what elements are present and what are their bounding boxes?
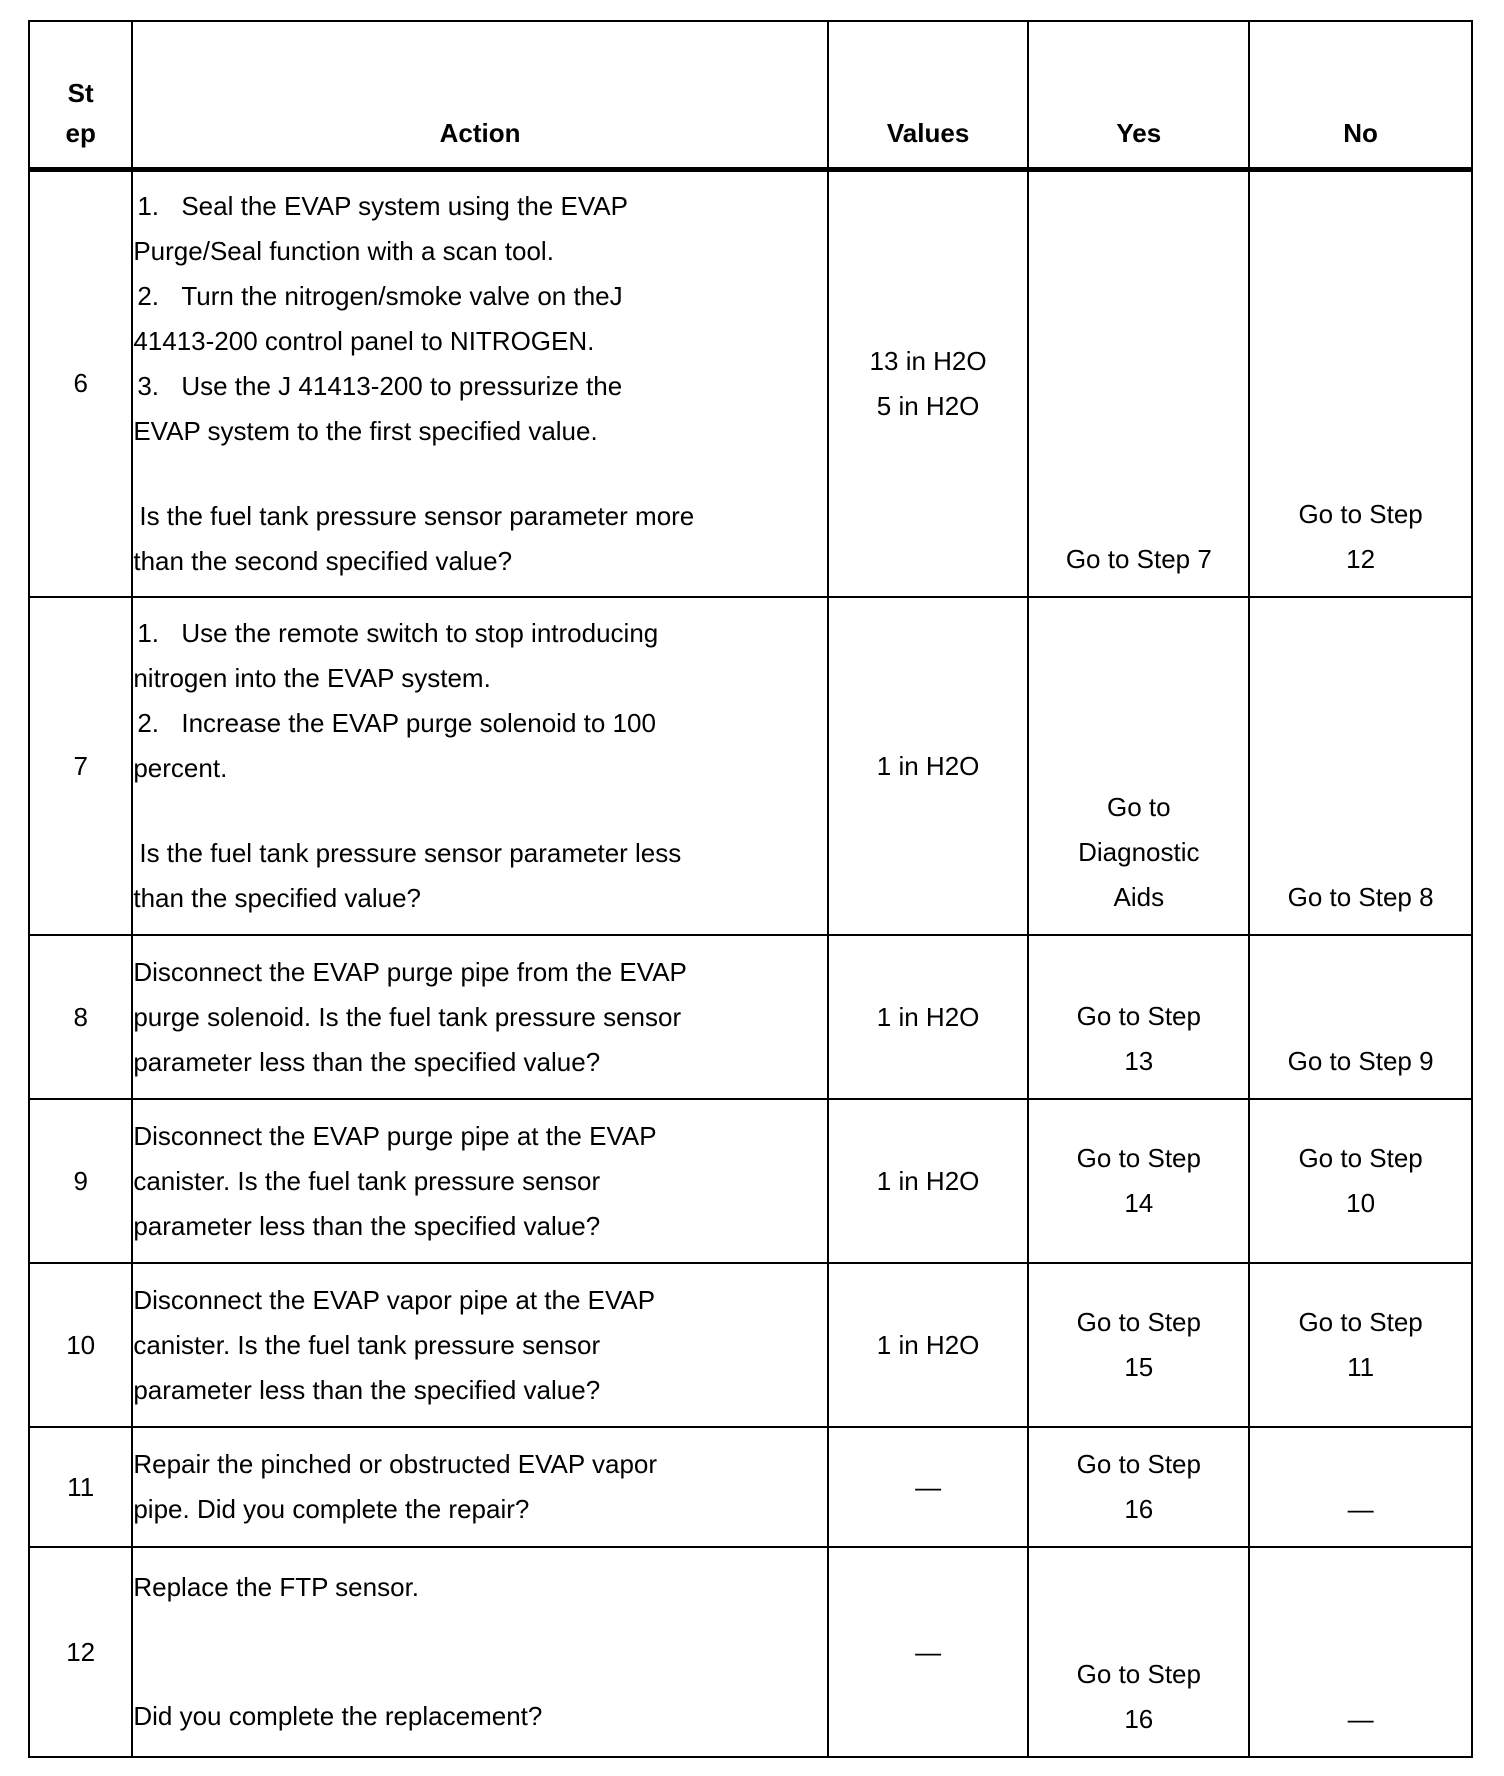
yes-link[interactable]: 13: [1124, 1046, 1154, 1076]
header-values: Values: [828, 21, 1029, 169]
question-text: Did you complete the replacement?: [133, 1701, 543, 1731]
action-text: Disconnect the EVAP purge pipe from the EVAP: [133, 956, 687, 987]
item-number: 1.: [137, 618, 160, 648]
table-row: [29, 1263, 1472, 1427]
value-text: 1 in H2O: [876, 750, 980, 781]
action-item: [133, 364, 826, 409]
value-text: 1 in H2O: [876, 1329, 980, 1360]
document-page: [28, 20, 1473, 1758]
action-text: pipe. Did you complete the repair?: [133, 1494, 530, 1524]
header-step: [29, 21, 132, 169]
spacer: [133, 454, 826, 494]
action-cell: [132, 1427, 827, 1547]
yes-link[interactable]: Go to Step: [1076, 1449, 1201, 1479]
item-text: percent.: [133, 753, 228, 783]
action-cell: [132, 597, 827, 935]
step-number: 8: [29, 935, 132, 1099]
no-cell: [1249, 1263, 1472, 1427]
header-no: No: [1249, 21, 1472, 169]
action-text: canister. Is the fuel tank pressure sensor: [133, 1329, 601, 1360]
action-text: Replace the FTP sensor.: [133, 1572, 420, 1602]
no-link[interactable]: Go to Step: [1298, 1143, 1423, 1173]
values-cell: [828, 597, 1029, 935]
table-row: [29, 1427, 1472, 1547]
yes-link[interactable]: Go to Step: [1076, 1659, 1201, 1689]
values-cell: [828, 169, 1029, 597]
yes-cell: [1028, 597, 1249, 935]
step-number: 7: [29, 597, 132, 935]
values-cell: [828, 1263, 1029, 1427]
no-cell: [1249, 169, 1472, 597]
no-dash: —: [1347, 1704, 1374, 1734]
action-text: Disconnect the EVAP purge pipe at the EVAP: [133, 1120, 657, 1151]
no-cell: [1249, 1547, 1472, 1757]
no-link[interactable]: Go to Step: [1298, 1307, 1423, 1337]
values-cell: [828, 1547, 1029, 1757]
header-yes: Yes: [1028, 21, 1249, 169]
item-text: 41413-200 control panel to NITROGEN.: [133, 325, 595, 356]
action-cell: [132, 1099, 827, 1263]
action-text: Repair the pinched or obstructed EVAP vapor: [133, 1449, 658, 1479]
yes-link[interactable]: Diagnostic: [1078, 837, 1200, 867]
spacer: [133, 791, 826, 831]
item-text: EVAP system to the first specified value.: [133, 415, 598, 446]
step-number: 12: [29, 1547, 132, 1757]
action-text: parameter less than the specified value?: [133, 1046, 601, 1077]
no-link[interactable]: Go to Step 8: [1287, 882, 1434, 912]
yes-cell: [1028, 935, 1249, 1099]
yes-link[interactable]: 14: [1124, 1188, 1154, 1218]
table-row: [29, 597, 1472, 935]
no-link[interactable]: Go to Step 9: [1287, 1046, 1434, 1076]
no-cell: [1249, 935, 1472, 1099]
action-text: parameter less than the specified value?: [133, 1210, 601, 1241]
header-row: [29, 21, 1472, 169]
item-text: Increase the EVAP purge solenoid to 100: [181, 708, 656, 738]
yes-cell: [1028, 1263, 1249, 1427]
yes-link[interactable]: Aids: [1113, 882, 1165, 912]
action-item: [133, 611, 826, 656]
yes-link[interactable]: Go to Step: [1076, 1143, 1201, 1173]
step-number: 9: [29, 1099, 132, 1263]
item-text: Turn the nitrogen/smoke valve on theJ: [181, 280, 623, 311]
action-cell: [132, 1263, 827, 1427]
step-number: 11: [29, 1427, 132, 1547]
no-link[interactable]: 10: [1346, 1188, 1376, 1218]
header-action: Action: [132, 21, 827, 169]
value-text: 13 in H2O: [869, 345, 987, 376]
action-item: [133, 274, 826, 319]
yes-cell: [1028, 169, 1249, 597]
header-step-line: ep: [65, 117, 96, 148]
values-cell: [828, 935, 1029, 1099]
action-cell: [132, 1547, 827, 1757]
item-text: Use the remote switch to stop introducing: [181, 618, 659, 648]
action-text: canister. Is the fuel tank pressure sensor: [133, 1165, 601, 1196]
value-dash: —: [915, 1471, 942, 1502]
item-number: 1.: [137, 190, 160, 221]
spacer: [133, 1610, 826, 1694]
yes-link[interactable]: Go to Step: [1076, 1307, 1201, 1337]
yes-link[interactable]: Go to Step 7: [1065, 544, 1212, 574]
item-number: 2.: [137, 280, 160, 311]
yes-link[interactable]: Go to: [1107, 792, 1171, 822]
item-text: Use the J 41413-200 to pressurize the: [181, 370, 623, 401]
question-text: Is the fuel tank pressure sensor parameter more: [139, 500, 695, 531]
question-text: than the specified value?: [133, 883, 421, 913]
action-cell: [132, 169, 827, 597]
yes-cell: [1028, 1427, 1249, 1547]
no-cell: [1249, 1099, 1472, 1263]
table-row: [29, 169, 1472, 597]
value-text: 5 in H2O: [876, 390, 980, 421]
value-text: 1 in H2O: [876, 1165, 980, 1196]
values-cell: [828, 1427, 1029, 1547]
item-text: Purge/Seal function with a scan tool.: [133, 235, 554, 266]
no-cell: [1249, 1427, 1472, 1547]
step-number: 6: [29, 169, 132, 597]
action-cell: [132, 935, 827, 1099]
yes-link[interactable]: 16: [1124, 1704, 1154, 1734]
no-link[interactable]: Go to Step: [1298, 499, 1423, 529]
values-cell: [828, 1099, 1029, 1263]
yes-link[interactable]: 16: [1124, 1494, 1154, 1524]
no-dash: —: [1347, 1494, 1374, 1524]
question-text: than the second specified value?: [133, 545, 513, 576]
diagnostic-table: [28, 20, 1473, 1758]
yes-cell: [1028, 1099, 1249, 1263]
no-cell: [1249, 597, 1472, 935]
item-number: 3.: [137, 370, 160, 401]
yes-link[interactable]: Go to Step: [1076, 1001, 1201, 1031]
no-link[interactable]: 12: [1346, 544, 1376, 574]
header-step-line: St: [67, 77, 94, 108]
item-text: Seal the EVAP system using the EVAP: [181, 190, 628, 221]
action-item: [133, 184, 826, 229]
value-dash: —: [915, 1636, 942, 1667]
action-item: [133, 701, 826, 746]
table-row: [29, 935, 1472, 1099]
yes-link[interactable]: 15: [1124, 1352, 1154, 1382]
question-text: Is the fuel tank pressure sensor parameter less: [139, 838, 682, 868]
table-row: [29, 1099, 1472, 1263]
no-link[interactable]: 11: [1347, 1352, 1375, 1382]
value-text: 1 in H2O: [876, 1001, 980, 1032]
yes-cell: [1028, 1547, 1249, 1757]
action-text: purge solenoid. Is the fuel tank pressure sensor: [133, 1001, 682, 1032]
action-text: parameter less than the specified value?: [133, 1374, 601, 1405]
item-number: 2.: [137, 708, 160, 738]
item-text: nitrogen into the EVAP system.: [133, 663, 491, 693]
action-text: Disconnect the EVAP vapor pipe at the EVAP: [133, 1284, 656, 1315]
step-number: 10: [29, 1263, 132, 1427]
table-row: [29, 1547, 1472, 1757]
